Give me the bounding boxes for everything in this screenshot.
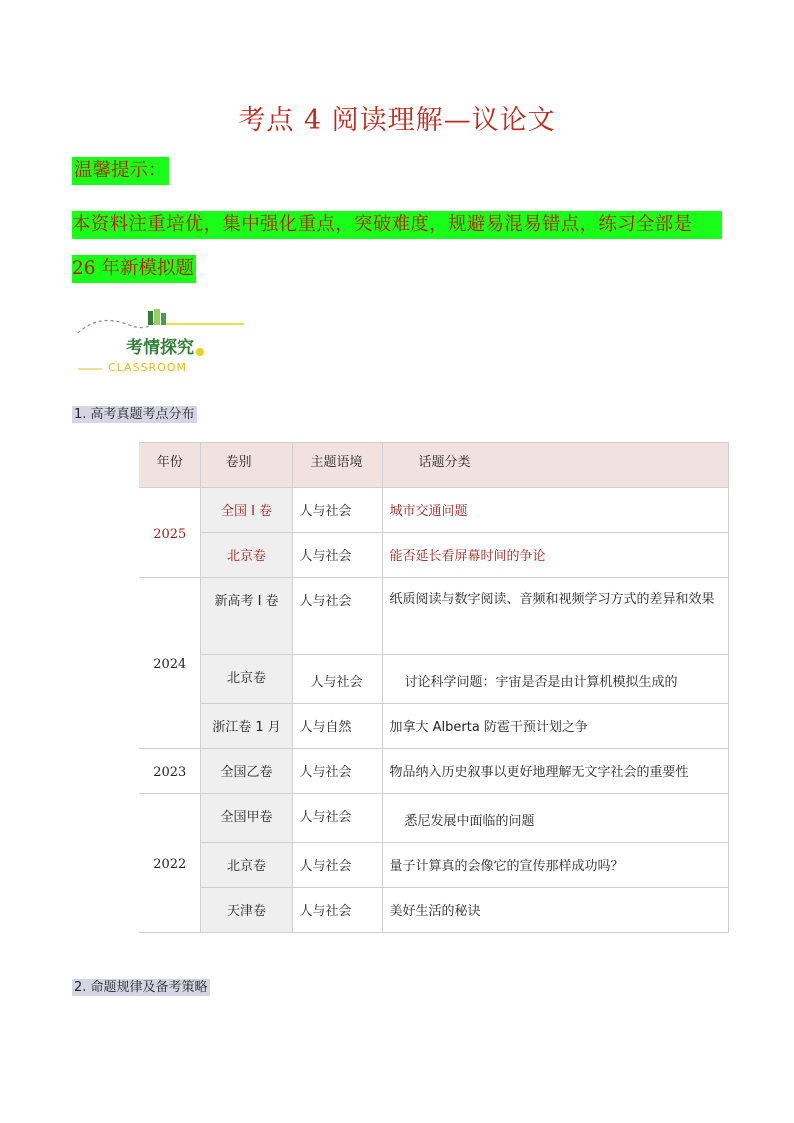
header-context: 主题语境 — [292, 443, 382, 488]
topic-cell: 城市交通问题 — [382, 488, 729, 533]
notice-line-1: 本资料注重培优，集中强化重点，突破难度，规避易混易错点，练习全部是 — [72, 211, 722, 239]
topic-cell: 加拿大 Alberta 防雹干预计划之争 — [382, 704, 729, 749]
table-row — [139, 794, 729, 843]
classroom-badge — [74, 303, 254, 378]
context-cell: 人与社会 — [292, 794, 382, 843]
year-cell: 2024 — [139, 578, 200, 749]
context-cell: 人与社会 — [292, 488, 382, 533]
topic-cell: 讨论科学问题：宇宙是否是由计算机模拟生成的 — [382, 655, 729, 704]
section-heading-2: 2. 命题规律及备考策略 — [74, 980, 208, 995]
header-paper: 卷别 — [200, 443, 292, 488]
year-cell: 2023 — [139, 749, 200, 794]
exam-distribution-table — [139, 442, 729, 933]
context-cell: 人与社会 — [292, 749, 382, 794]
context-cell: 人与自然 — [292, 704, 382, 749]
paper-cell: 全国甲卷 — [200, 794, 292, 843]
topic-cell: 量子计算真的会像它的宣传那样成功吗？ — [382, 843, 729, 888]
header-year: 年份 — [139, 443, 200, 488]
paper-cell: 新高考 I 卷 — [200, 578, 292, 655]
topic-cell: 美好生活的秘诀 — [382, 888, 729, 933]
page-title: 考点 4 阅读理解—议论文 — [238, 105, 556, 136]
table-row — [139, 749, 729, 794]
topic-cell: 能否延长看屏幕时间的争论 — [382, 533, 729, 578]
table-row — [139, 843, 729, 888]
topic-cell: 物品纳入历史叙事以更好地理解无文字社会的重要性 — [382, 749, 729, 794]
table-header-row — [139, 443, 729, 488]
paper-cell: 北京卷 — [200, 843, 292, 888]
paper-cell: 天津卷 — [200, 888, 292, 933]
table-row — [139, 578, 729, 655]
section-heading-1: 1. 高考真题考点分布 — [74, 407, 195, 422]
header-topic: 话题分类 — [382, 443, 729, 488]
topic-cell: 悉尼发展中面临的问题 — [382, 794, 729, 843]
topic-cell: 纸质阅读与数字阅读、音频和视频学习方式的差异和效果 — [382, 578, 729, 655]
context-cell: 人与社会 — [292, 843, 382, 888]
context-cell: 人与社会 — [292, 533, 382, 578]
context-cell: 人与社会 — [292, 578, 382, 655]
table-row — [139, 655, 729, 704]
notice-line-2: 26 年新模拟题 — [72, 255, 196, 283]
paper-cell: 北京卷 — [200, 533, 292, 578]
paper-cell: 北京卷 — [200, 655, 292, 704]
table-row — [139, 704, 729, 749]
table-row — [139, 533, 729, 578]
badge-title: 考情探究 — [126, 338, 194, 358]
context-cell: 人与社会 — [292, 888, 382, 933]
context-cell: 人与社会 — [292, 655, 382, 704]
year-cell: 2025 — [139, 488, 200, 578]
paper-cell: 浙江卷 1 月 — [200, 704, 292, 749]
badge-subtitle: CLASSROOM — [108, 361, 188, 374]
paper-cell: 全国 I 卷 — [200, 488, 292, 533]
paper-cell: 全国乙卷 — [200, 749, 292, 794]
tip-label: 温馨提示： — [72, 157, 169, 185]
table-row — [139, 488, 729, 533]
year-cell: 2022 — [139, 794, 200, 933]
table-row — [139, 888, 729, 933]
